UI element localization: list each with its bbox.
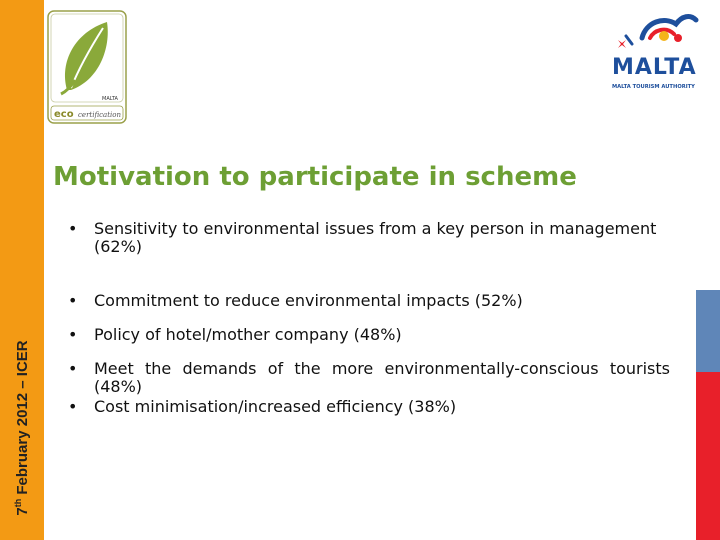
slide-title: Motivation to participate in scheme (53, 162, 577, 192)
flag-stripe-red (693, 372, 720, 540)
list-item (68, 326, 670, 344)
bullet-text: Policy of hotel/mother company (48%) (94, 325, 402, 344)
bullet-icon: • (68, 291, 78, 310)
eco-subtitle-text: certification (78, 111, 121, 119)
bullet-text: Cost minimisation/increased efficiency (38%) (94, 397, 457, 416)
bullet-text: Meet the demands of the more environmentally-conscious tourists (48%) (94, 359, 670, 396)
bullet-icon: • (68, 359, 78, 378)
flag-stripe-blue (693, 290, 720, 372)
list-item (68, 360, 670, 396)
bullet-icon: • (68, 397, 78, 416)
list-item (68, 292, 670, 310)
malta-authority-text: MALTA TOURISM AUTHORITY (612, 84, 695, 90)
bullet-list (68, 220, 670, 416)
bullet-text: Commitment to reduce environmental impacts (52%) (94, 291, 523, 310)
eco-small-mark: MALTA (102, 96, 118, 102)
list-item (68, 220, 670, 256)
bullet-icon: • (68, 219, 78, 238)
malta-wordmark: MALTA (612, 55, 697, 80)
sidebar-day-suffix: th (13, 498, 23, 508)
eco-certification-logo (47, 10, 127, 124)
sidebar-day: 7 (14, 507, 31, 516)
date-sidebar (0, 0, 44, 540)
sidebar-date-label (13, 340, 31, 515)
maltese-cross-icon (618, 40, 626, 48)
eco-brand-text: eco (54, 109, 74, 120)
bullet-icon: • (68, 325, 78, 344)
bullet-text: Sensitivity to environmental issues from a key person in management (62%) (94, 219, 657, 256)
list-item (68, 398, 670, 416)
sidebar-date-rest: February 2012 – ICER (14, 340, 31, 499)
malta-tourism-logo (606, 8, 708, 94)
flag-stripe-white (693, 290, 696, 540)
